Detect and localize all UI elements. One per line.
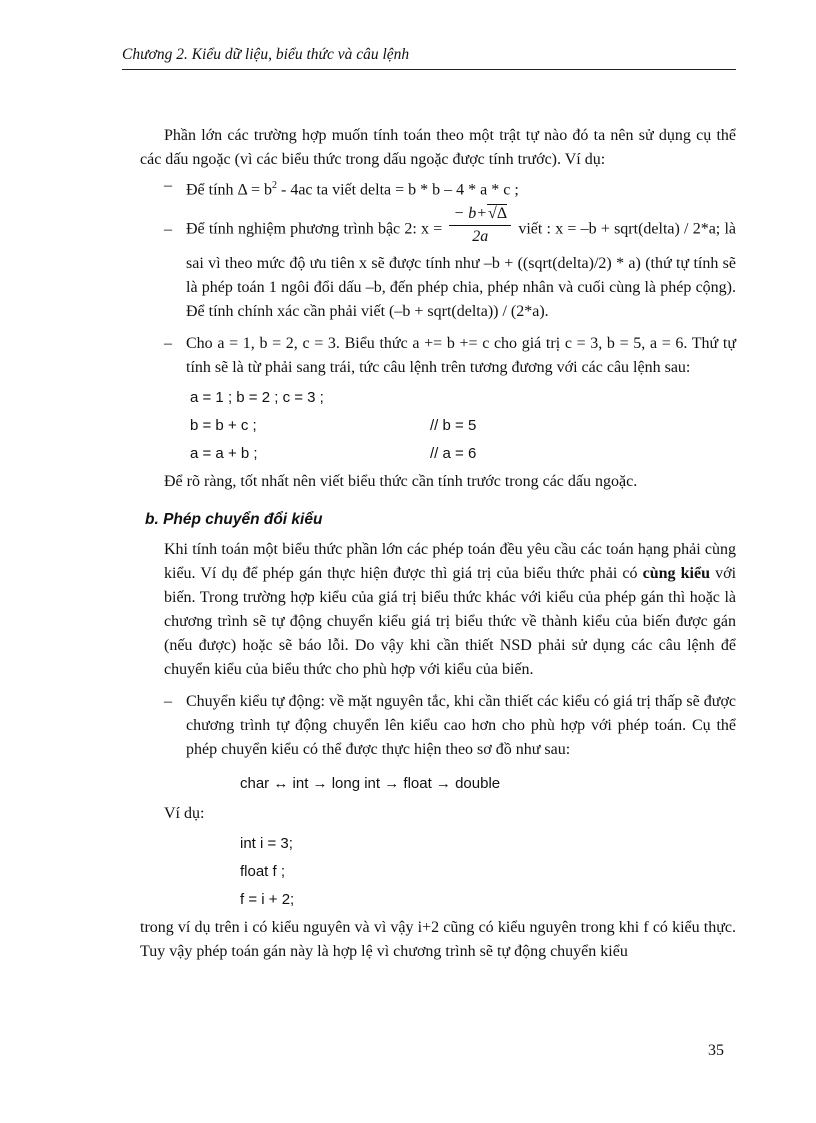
final-paragraph: trong ví dụ trên i có kiểu nguyên và vì vậy i+2 cũng có kiểu nguyên trong khi f có kiểu thực. Tuy vậy phép toán gán này là hợp lệ vì chương trình sẽ tự động chuyển kiểu bbox=[140, 919, 736, 961]
code-line: a = a + b ; // a = 6 bbox=[190, 440, 736, 468]
bullet-dash: – bbox=[164, 221, 172, 239]
bullet-quadratic bbox=[164, 205, 736, 324]
header-rule bbox=[122, 69, 736, 70]
running-header: Chương 2. Kiểu dữ liệu, biểu thức và câu lệnh bbox=[122, 46, 410, 63]
code-block-assignment bbox=[190, 384, 736, 468]
bullet-assignment-text: Cho a = 1, b = 2, c = 3. Biểu thức a += b += c cho giá trị c = 3, b = 5, a = 6. Thứ tự tính sẽ là từ phải sang trái, tức câu lệnh trên tương đương với các câu lệnh sau: bbox=[186, 335, 736, 377]
bullet-auto-conversion-text: Chuyển kiểu tự động: về mặt nguyên tắc, khi cần thiết các kiểu có giá trị thấp sẽ được chương trình tự động chuyển lên kiểu cao hơn cho phù hợp với phép toán. Cụ thể phép chuyển kiểu có thể được thực hiện theo sơ đồ như sau: bbox=[186, 693, 736, 759]
sqrt-symbol: √Δ bbox=[488, 205, 508, 223]
bullet-delta-text-end: - 4ac ta viết delta = b * b – 4 * a * c ; bbox=[276, 181, 519, 199]
bold-term: cùng kiểu bbox=[642, 565, 710, 583]
code-line: a = 1 ; b = 2 ; c = 3 ; bbox=[190, 389, 324, 407]
code-line: b = b + c ; // b = 5 bbox=[190, 412, 736, 440]
code-comment: // a = 6 bbox=[430, 445, 477, 463]
bullet-delta-text: Để tính Δ = b bbox=[186, 181, 272, 199]
bullet-dash: – bbox=[164, 693, 172, 711]
page-number: 35 bbox=[708, 1042, 724, 1059]
bullet-auto-conversion bbox=[164, 690, 736, 762]
code-line: int i = 3; bbox=[240, 835, 293, 853]
example-label: Ví dụ: bbox=[164, 805, 205, 823]
type-conversion-chain: char ↔ int → long int → float → double bbox=[240, 775, 501, 793]
bullet-dash: – bbox=[164, 335, 172, 353]
intro-paragraph: Phần lớn các trường hợp muốn tính toán theo một trật tự nào đó ta nên sử dụng cụ thể các dấu ngoặc (vì các biểu thức trong dấu ngoặc được tính trước). Ví dụ: bbox=[140, 127, 736, 168]
code-comment: // b = 5 bbox=[430, 417, 477, 435]
fraction-numerator: − b+√Δ bbox=[449, 204, 511, 226]
bullet-assignment bbox=[164, 332, 736, 380]
bullet-quadratic-explanation: viết : x = –b + sqrt(delta) / 2*a; là sai vì theo mức độ ưu tiên x sẽ được tính như –b + ((sqrt(delta)/2) * a) (thứ tự tính sẽ là phép toán 1 ngôi đổi dấu –b, đến phép chia, phép nhân và cuối cùng là phép cộng). Để tính chính xác cần phải viết (–b + sqrt(delta)) / (2*a). bbox=[186, 221, 736, 321]
quadratic-fraction bbox=[449, 204, 511, 248]
bullet-quadratic-text: Để tính nghiệm phương trình bậc 2: x = bbox=[186, 221, 447, 238]
fraction-denominator: 2a bbox=[472, 228, 489, 246]
code-line: f = i + 2; bbox=[240, 891, 295, 909]
page-body bbox=[140, 124, 737, 964]
bullet-delta bbox=[164, 174, 736, 202]
bullet-dash: – bbox=[164, 177, 172, 194]
summary-line: Để rõ ràng, tốt nhất nên viết biểu thức cần tính trước trong các dấu ngoặc. bbox=[164, 473, 638, 491]
section-heading-b: b. Phép chuyển đổi kiểu bbox=[145, 511, 323, 529]
code-line: float f ; bbox=[240, 863, 286, 881]
type-conversion-paragraph: Khi tính toán một biểu thức phần lớn các phép toán đều yêu cầu các toán hạng phải cùng kiểu. Ví dụ để phép gán thực hiện được thì giá trị của biểu thức phải có cùng kiểu với biến. Trong trường hợp kiểu của giá trị biểu thức khác với kiểu của phép gán thì hoặc là chương trình sẽ tự động chuyển kiểu giá trị biểu thức về thành kiểu của biến được gán (nếu được) hoặc sẽ báo lỗi. Do vậy khi cần thiết NSD phải sử dụng các câu lệnh để chuyển kiểu của biểu thức cho phù hợp với kiểu của biến. bbox=[164, 541, 737, 679]
code-block-example bbox=[240, 830, 736, 914]
exponent: 2 bbox=[271, 180, 277, 191]
